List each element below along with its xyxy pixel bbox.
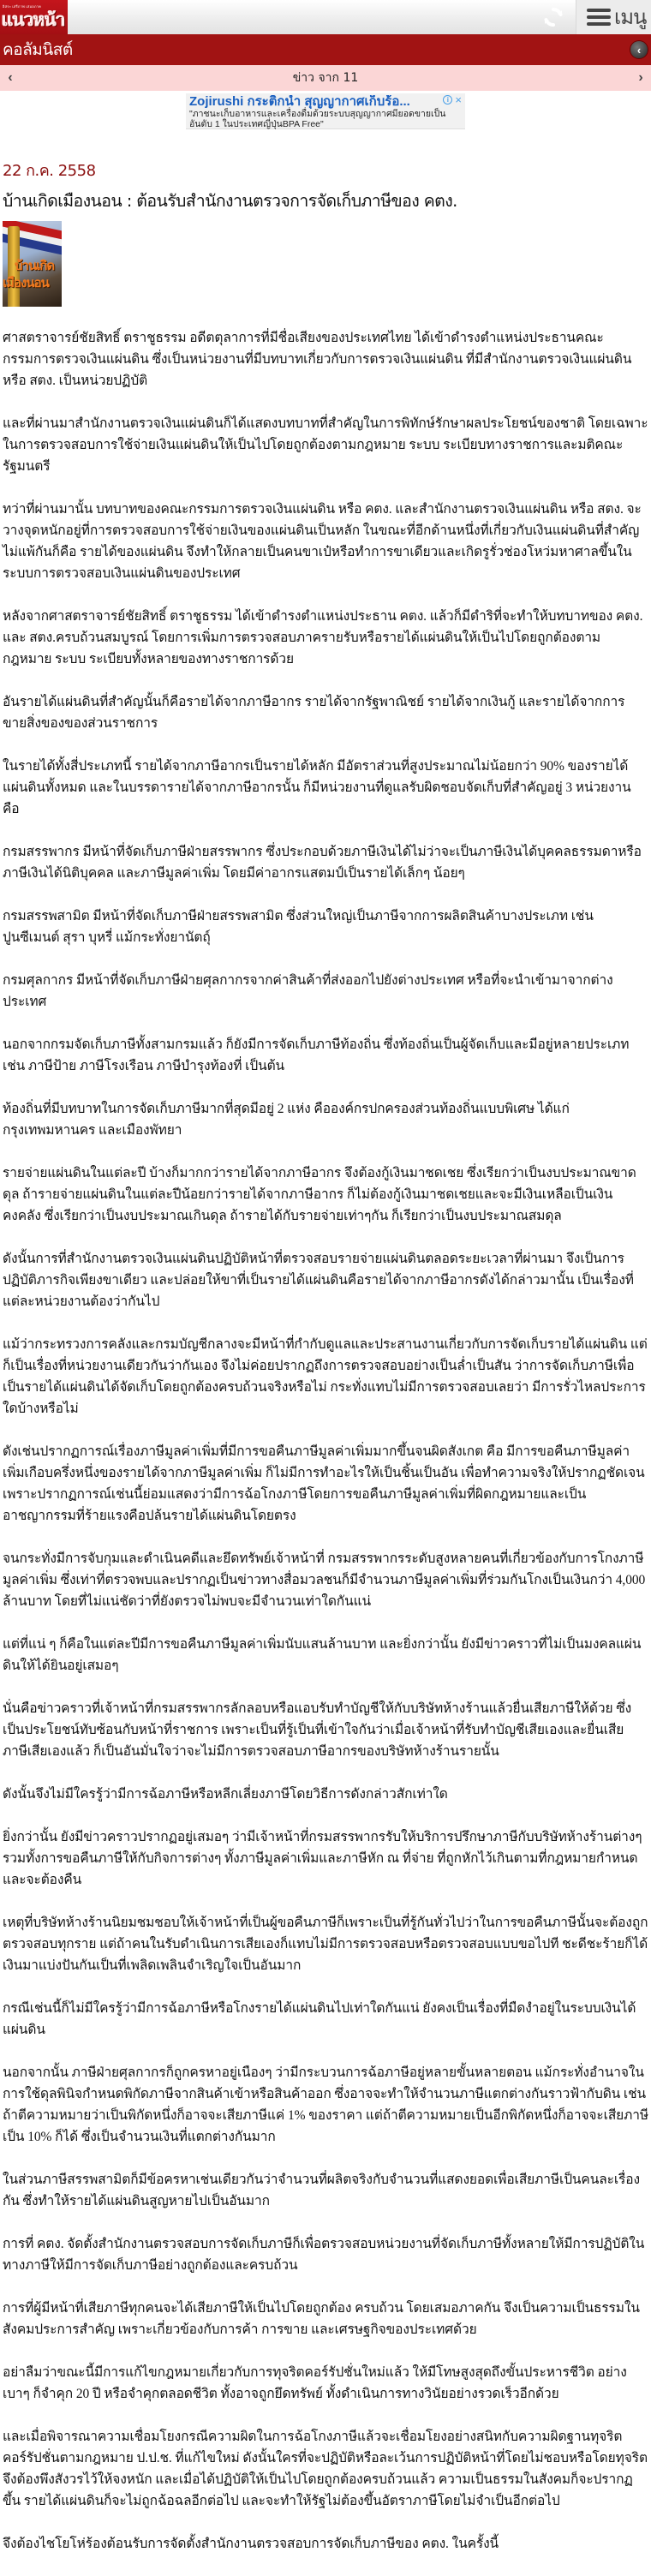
paragraph: รายจ่ายแผ่นดินในแต่ละปี บ้างก็มากกว่ารายได้จากภาษีอากร จึงต้องกู้เงินมาชดเชย ซึ่งเรียกว่าเป็นงบประมาณขาดดุล ถ้ารายจ่ายแผ่นดินในแต่ละปีน้อยกว่ารายได้จากภาษีอากร ก็ไม่ต้องกู้เงินมาชดเชยและจะมีเงินเหลือเป็นเงินคงคลัง ซึ่งเรียกว่าเป็นงบประมาณเกินดุล ถ้ารายได้กับรายจ่ายเท่าๆกัน ก็เรียกว่าเป็นงบประมาณสมดุล	[3, 1166, 636, 1223]
paragraph: ดังเช่นปรากฏการณ์เรื่องภาษีมูลค่าเพิ่มที่มีการขอคืนภาษีมูลค่าเพิ่มมากขึ้นจนผิดสังเกต คือ มีการขอคืนภาษีมูลค่าเพิ่มเกือบครึ่งหนึ่งของรายได้จากภาษีมูลค่าเพิ่ม ก็ไม่มีการทำอะไรให้เป็นชิ้นเป็นอัน เพื่อทำความจริงให้ปรากฏชัดเจน เพราะปรากฏการณ์เช่นนี้ย่อมแสดงว่ามีการฉ้อโกงภาษีโดยการขอคืนภาษีมูลค่าเพิ่มที่ผิดกฎหมายและเป็นอาชญากรรมที่ร้ายแรงคือปล้นรายได้แผ่นดินโดยตรง	[3, 1444, 645, 1523]
paragraph: การที่ คตง. จัดตั้งสำนักงานตรวจสอบการจัดเก็บภาษีก็เพื่อตรวจสอบหน่วยงานที่จัดเก็บภาษีทั้งหลายให้มีการปฏิบัติในทางภาษีให้มีการจัดเก็บภาษีอย่างถูกต้องและครบถ้วน	[3, 2237, 645, 2273]
column-thumbnail	[3, 221, 62, 307]
paragraph: แต่ที่แน่ ๆ ก็คือในแต่ละปีมีการขอคืนภาษีมูลค่าเพิ่มนับแสนล้านบาท และยิ่งกว่านั้น ยังมีข่าวคราวที่ไม่เป็นมงคลแผ่นดินให้ได้ยินอยู่เสมอๆ	[3, 1637, 642, 1673]
paragraph: การที่ผู้มีหน้าที่เสียภาษีทุกคนจะได้เสียภาษีให้เป็นไปโดยถูกต้อง ครบถ้วน โดยเสมอภาคกัน จึงเป็นความเป็นธรรมในสังคมประการสำคัญ เพราะเกี่ยวข้องกับการค้า การขาย และเศรษฐกิจของประเทศด้วย	[3, 2301, 640, 2337]
logo-text: แนวหน้า	[2, 9, 65, 30]
paragraph: ในส่วนภาษีสรรพสามิตก็มีข้อครหาเช่นเดียวกันว่าจำนวนที่ผลิตจริงกับจำนวนที่แสดงยอดเพื่อเสียภาษีเป็นคนละเรื่องกัน ซึ่งทำให้รายได้แผ่นดินสูญหายไปเป็นอันมาก	[3, 2173, 640, 2208]
menu-label: เมนู	[614, 5, 647, 29]
paragraph: ดังนั้นจึงไม่มีใครรู้ว่ามีการฉ้อภาษีหรือหลีกเลี่ยงภาษีโดยวิธีการดังกล่าวสักเท่าใด	[3, 1787, 448, 1802]
thumbnail-text-1: บ้านเกิด	[15, 258, 55, 273]
menu-button[interactable]	[576, 0, 651, 34]
next-article-button[interactable]: ›	[638, 70, 643, 85]
paragraph: นั่นคือข่าวคราวที่เจ้าหน้าที่กรมสรรพากรลักลอบหรือแอบรับทำบัญชีให้กับบริษัทห้างร้านแล้วยื่นเสียภาษีให้ด้วย ซึ่งเป็นประโยชน์ทับซ้อนกับหน้าที่ราชการ เพราะเป็นที่รู้เป็นที่เข้าใจกันว่าเมื่อเจ้าหน้าที่รับทำบัญชีเสียเองและยื่นเสียภาษีเสียเองแล้ว ก็เป็นอันมั่นใจว่าจะไม่มีการตรวจสอบภาษีอากรของบริษัทห้างร้านรายนั้น	[3, 1701, 632, 1759]
advertisement[interactable]	[186, 93, 465, 129]
paragraph: นอกจากกรมจัดเก็บภาษีทั้งสามกรมแล้ว ก็ยังมีการจัดเก็บภาษีท้องถิ่น ซึ่งท้องถิ่นเป็นผู้จัดเก็บและมีอยู่หลายประเภท เช่น ภาษีป้าย ภาษีโรงเรือน ภาษีบำรุงท้องที่ เป็นต้น	[3, 1037, 630, 1073]
paragraph: ในรายได้ทั้งสี่ประเภทนี้ รายได้จากภาษีอากรเป็นรายได้หลัก มีอัตราส่วนที่สูงประมาณไม่น้อยกว่า 90% ของรายได้แผ่นดินทั้งหมด และในบรรดารายได้จากภาษีอากรนั้น ก็มีหน่วยงานที่ดูแลรับผิดชอบจัดเก็บที่สำคัญอยู่ 3 หน่วยงาน คือ	[3, 759, 631, 816]
article-date: 22 ก.ค. 2558	[3, 162, 96, 180]
site-logo[interactable]	[0, 0, 68, 34]
hamburger-icon	[587, 9, 611, 26]
paragraph: ทว่าที่ผ่านมานั้น บทบาทของคณะกรรมการตรวจเงินแผ่นดิน หรือ คตง. และสำนักงานตรวจเงินแผ่นดิน หรือ สตง. จะวางจุดหนักอยู่ที่การตรวจสอบการใช้จ่ายเงินของแผ่นดินเป็นหลัก ในขณะที่อีกด้านหนึ่งที่เกี่ยวกับเงินแผ่นดินที่สำคัญไม่แพ้กันก็คือ รายได้ของแผ่นดิน จึงทำให้กลายเป็นคนขาเป๋หรือทำการขาเดียวและเกิดรูรั่วช่องโหว่มหาศาลขึ้นในระบบการตรวจสอบเงินแผ่นดินของประเทศ	[3, 502, 642, 581]
thumbnail-text-2: เมืองนอน	[3, 275, 49, 290]
back-button[interactable]	[630, 41, 648, 58]
ad-info-icon[interactable]: i	[443, 95, 452, 105]
pager-position: ข่าว จาก 11	[292, 71, 359, 85]
paragraph: ศาสตราจารย์ชัยสิทธิ์ ตราชูธรรม อดีตตุลาการที่มีชื่อเสียงของประเทศไทย ได้เข้าดำรงตำแหน่งประธานคณะกรรมการตรวจเงินแผ่นดิน ซึ่งเป็นหน่วยงานที่มีบทบาทเกี่ยวกับการตรวจเงินแผ่นดิน ที่มีสำนักงานตรวจเงินแผ่นดินหรือ สตง. เป็นหน่วยปฏิบัติ	[3, 331, 632, 388]
paragraph: ท้องถิ่นที่มีบทบาทในการจัดเก็บภาษีมากที่สุดมีอยู่ 2 แห่ง คือองค์กรปกครองส่วนท้องถิ่นแบบพิเศษ ได้แก่กรุงเทพมหานคร และเมืองพัทยา	[3, 1102, 570, 1138]
section-title: คอลัมนิสต์	[3, 40, 73, 59]
paragraph: หลังจากศาสตราจารย์ชัยสิทธิ์ ตราชูธรรม ได้เข้าดำรงตำแหน่งประธาน คตง. แล้วก็มีดำริที่จะทำให้บทบาทของ คตง. และ สตง.ครบถ้วนสมบูรณ์ โดยการเพิ่มการตรวจสอบภาครายรับหรือรายได้แผ่นดินให้เป็นไปโดยถูกต้องตามกฎหมาย ระบบ ระเบียบทั้งหลายของทางราชการด้วย	[3, 609, 643, 666]
ad-title[interactable]: Zojirushi กระติกน้ำ สุญญากาศเก็บร้อ...	[189, 95, 410, 109]
article	[0, 161, 651, 2555]
header-spacer	[68, 0, 531, 34]
article-pager	[0, 65, 651, 91]
paragraph: แม้ว่ากระทรวงการคลังและกรมบัญชีกลางจะมีหน้าที่กำกับดูแลและประสานงานเกี่ยวกับการจัดเก็บรายได้แผ่นดิน แต่ก็เป็นเรื่องที่หน่วยงานเดียวกันว่ากันเอง จึงไม่ค่อยปรากฏถึงการตรวจสอบอย่างเป็นล่ำเป็นสัน ว่าการจัดเก็บภาษีเพื่อเป็นรายได้แผ่นดินได้จัดเก็บโดยถูกต้องครบถ้วนจริงหรือไม่ กระทั่งแทบไม่มีการตรวจสอบเลยว่า มีการรั่วไหลประการใดบ้างหรือไม่	[3, 1337, 648, 1416]
ad-close-icon[interactable]: ×	[455, 93, 462, 106]
section-bar	[0, 34, 651, 65]
refresh-button[interactable]	[531, 0, 576, 34]
paragraph: ดังนั้นการที่สำนักงานตรวจเงินแผ่นดินปฏิบัติหน้าที่ตรวจสอบรายจ่ายแผ่นดินตลอดระยะเวลาที่ผ่านมา จึงเป็นการปฏิบัติภารกิจเพียงขาเดียว และปล่อยให้ขาที่เป็นรายได้แผ่นดินคือรายได้จากภาษีอากรดังได้กล่าวมานั้น เป็นเรื่องที่แต่ละหน่วยงานต้องว่ากันไป	[3, 1252, 634, 1309]
paragraph: และเมื่อพิจารณาความเชื่อมโยงกรณีความผิดในการฉ้อโกงภาษีแล้วจะเชื่อมโยงอย่างสนิทกับความผิดฐานทุจริตคอร์รัปชั่นตามกฎหมาย ป.ป.ช. ที่แก้ไขใหม่ ดังนั้นใครที่จะปฏิบัติหรือละเว้นการปฏิบัติหน้าที่โดยไม่ชอบหรือโดยทุจริต จึงต้องพึงสังวรไว้ให้จงหนัก และเมื่อได้ปฏิบัติให้เป็นไปโดยถูกต้องครบถ้วนแล้ว ความเป็นธรรมในสังคมก็จะปรากฏขึ้น รายได้แผ่นดินก็จะไม่ถูกฉ้อฉลอีกต่อไป และจะทำให้รัฐไม่ต้องขึ้นอัตราภาษีโดยไม่จำเป็นอีกต่อไป	[3, 2430, 648, 2508]
ad-description: "ภาชนะเก็บอาหารและเครื่องดื่มด้วยระบบสุญญากาศมียอดขายเป็นอันดับ 1 ในประเทศญี่ปุ่นBPA Free"	[189, 109, 446, 129]
paragraph: จึงต้องไชโยโห่ร้องต้อนรับการจัดตั้งสำนักงานตรวจสอบการจัดเก็บภาษีของ คตง. ในครั้งนี้	[3, 2537, 499, 2551]
top-header	[0, 0, 651, 34]
article-headline: บ้านเกิดเมืองนอน : ต้อนรับสำนักงานตรวจการจัดเก็บภาษีของ คตง.	[3, 191, 457, 211]
paragraph: กรมสรรพสามิต มีหน้าที่จัดเก็บภาษีฝ่ายสรรพสามิต ซึ่งส่วนใหญ่เป็นภาษีจากการผลิตสินค้าบางประเภท เช่น ปูนซีเมนต์ สุรา บุหรี่ แม้กระทั่งยานัตถ์ุ	[3, 909, 594, 945]
paragraph: อันรายได้แผ่นดินที่สำคัญนั้นก็คือรายได้จากภาษีอากร รายได้จากรัฐพาณิชย์ รายได้จากเงินกู้ และรายได้จากการขายสิ่งของของส่วนราชการ	[3, 695, 625, 731]
logo-tagline: อิสระ เสรีภาพ เสมอภาค	[3, 4, 42, 9]
ad-controls	[443, 95, 462, 105]
paragraph: อย่าลืมว่าขณะนี้มีการแก้ไขกฎหมายเกี่ยวกับการทุจริตคอร์รัปชั่นใหม่แล้ว ให้มีโทษสูงสุดถึงขั้นประหารชีวิต อย่างเบาๆ ก็จำคุก 20 ปี หรือจำคุกตลอดชีวิต ทั้งอาจถูกยึดทรัพย์ ทั้งดำเนินการทางวินัยอย่างรวดเร็วอีกด้วย	[3, 2365, 627, 2401]
paragraph: กรมสรรพากร มีหน้าที่จัดเก็บภาษีฝ่ายสรรพากร ซึ่งประกอบด้วยภาษีเงินได้ไม่ว่าจะเป็นภาษีเงินได้บุคคลธรรมดาหรือภาษีเงินได้นิติบุคคล และภาษีมูลค่าเพิ่ม โดยมีค่าอากรแสตมป์เป็นรายได้เล็กๆ น้อยๆ	[3, 845, 642, 881]
paragraph: กรณีเช่นนี้ก็ไม่มีใครรู้ว่ามีการฉ้อภาษีหรือโกงรายได้แผ่นดินไปเท่าใดกันแน่ ยังคงเป็นเรื่องที่มืดงำอยู่ในระบบเงินได้แผ่นดิน	[3, 2001, 636, 2037]
article-body	[3, 327, 648, 2555]
prev-article-button[interactable]: ‹	[8, 70, 13, 85]
paragraph: จนกระทั่งมีการจับกุมและดำเนินคดีและยึดทรัพย์เจ้าหน้าที่ กรมสรรพากรระดับสูงหลายคนที่เกี่ยวข้องกับการโกงภาษีมูลค่าเพิ่ม ซึ่งเท่าที่ตรวจพบและปรากฏเป็นข่าวทางสื่อมวลชนก็มีจำนวนภาษีมูลค่าเพิ่มที่ร่วมกันโกงเป็นเงินกว่า 4,000 ล้านบาท โดยที่ไม่แน่ชัดว่าที่ยังตรวจไม่พบจะมีจำนวนเท่าใดกันแน่	[3, 1551, 646, 1609]
paragraph: ยิ่งกว่านั้น ยังมีข่าวคราวปรากฏอยู่เสมอๆ ว่ามีเจ้าหน้าที่กรมสรรพากรรับให้บริการปรึกษาภาษีกับบริษัทห้างร้านต่างๆ รวมทั้งการขอคืนภาษีให้กับกิจการต่างๆ ทั้งภาษีมูลค่าเพิ่มและภาษีหัก ณ ที่จ่าย ที่ถูกหักไว้เกินตามที่กฎหมายกำหนดและจะต้องคืน	[3, 1830, 642, 1887]
paragraph: และที่ผ่านมาสำนักงานตรวจเงินแผ่นดินก็ได้แสดงบทบาทที่สำคัญในการพิทักษ์รักษาผลประโยชน์ของชาติ โดยเฉพาะในการตรวจสอบการใช้จ่ายเงินแผ่นดินให้เป็นไปโดยถูกต้องตามกฎหมาย ระบบ ระเบียบทางราชการและมติคณะรัฐมนตรี	[3, 416, 648, 474]
paragraph: กรมศุลกากร มีหน้าที่จัดเก็บภาษีฝ่ายศุลกากรจากค่าสินค้าที่ส่งออกไปยังต่างประเทศ หรือที่จะนำเข้ามาจากต่างประเทศ	[3, 973, 613, 1009]
chevron-left-icon: ‹	[636, 43, 642, 57]
refresh-icon	[542, 6, 564, 28]
paragraph: นอกจากนั้น ภาษีฝ่ายศุลกากรก็ถูกครหาอยู่เนืองๆ ว่ามีกระบวนการฉ้อภาษีอยู่หลายขั้นหลายตอน แม้กระทั่งอำนาจในการใช้ดุลพินิจกำหนดพิกัดภาษีจากสินค้าเข้าหรือสินค้าออก ซึ่งอาจจะทำให้จำนวนภาษีแตกต่างกันราวฟ้ากับดิน เช่น ถ้าตีความหมายว่าเป็นพิกัดหนึ่งก็อาจจะเสียภาษีแค่ 1% ของราคา แต่ถ้าตีความหมายเป็นอีกพิกัดหนึ่งก็อาจจะเสียภาษีเป็น 10% ก็ได้ ซึ่งเป็นจำนวนเงินที่แตกต่างกันมาก	[3, 2065, 649, 2144]
paragraph: เหตุที่บริษัทห้างร้านนิยมชมชอบให้เจ้าหน้าที่เป็นผู้ขอคืนภาษีก็เพราะเป็นที่รู้กันทั่วไปว่าในการขอคืนภาษีนั้นจะต้องถูกตรวจสอบทุกราย แต่ถ้าคนในรับดำเนินการเสียเองก็แทบไม่มีการตรวจสอบหรือตรวจสอบแบบขอไปที ชะดีชะร้ายก็ได้เงินมาแบ่งปันกันเป็นที่เพลิดเพลินจำเริญใจเป็นอันมาก	[3, 1916, 648, 1973]
